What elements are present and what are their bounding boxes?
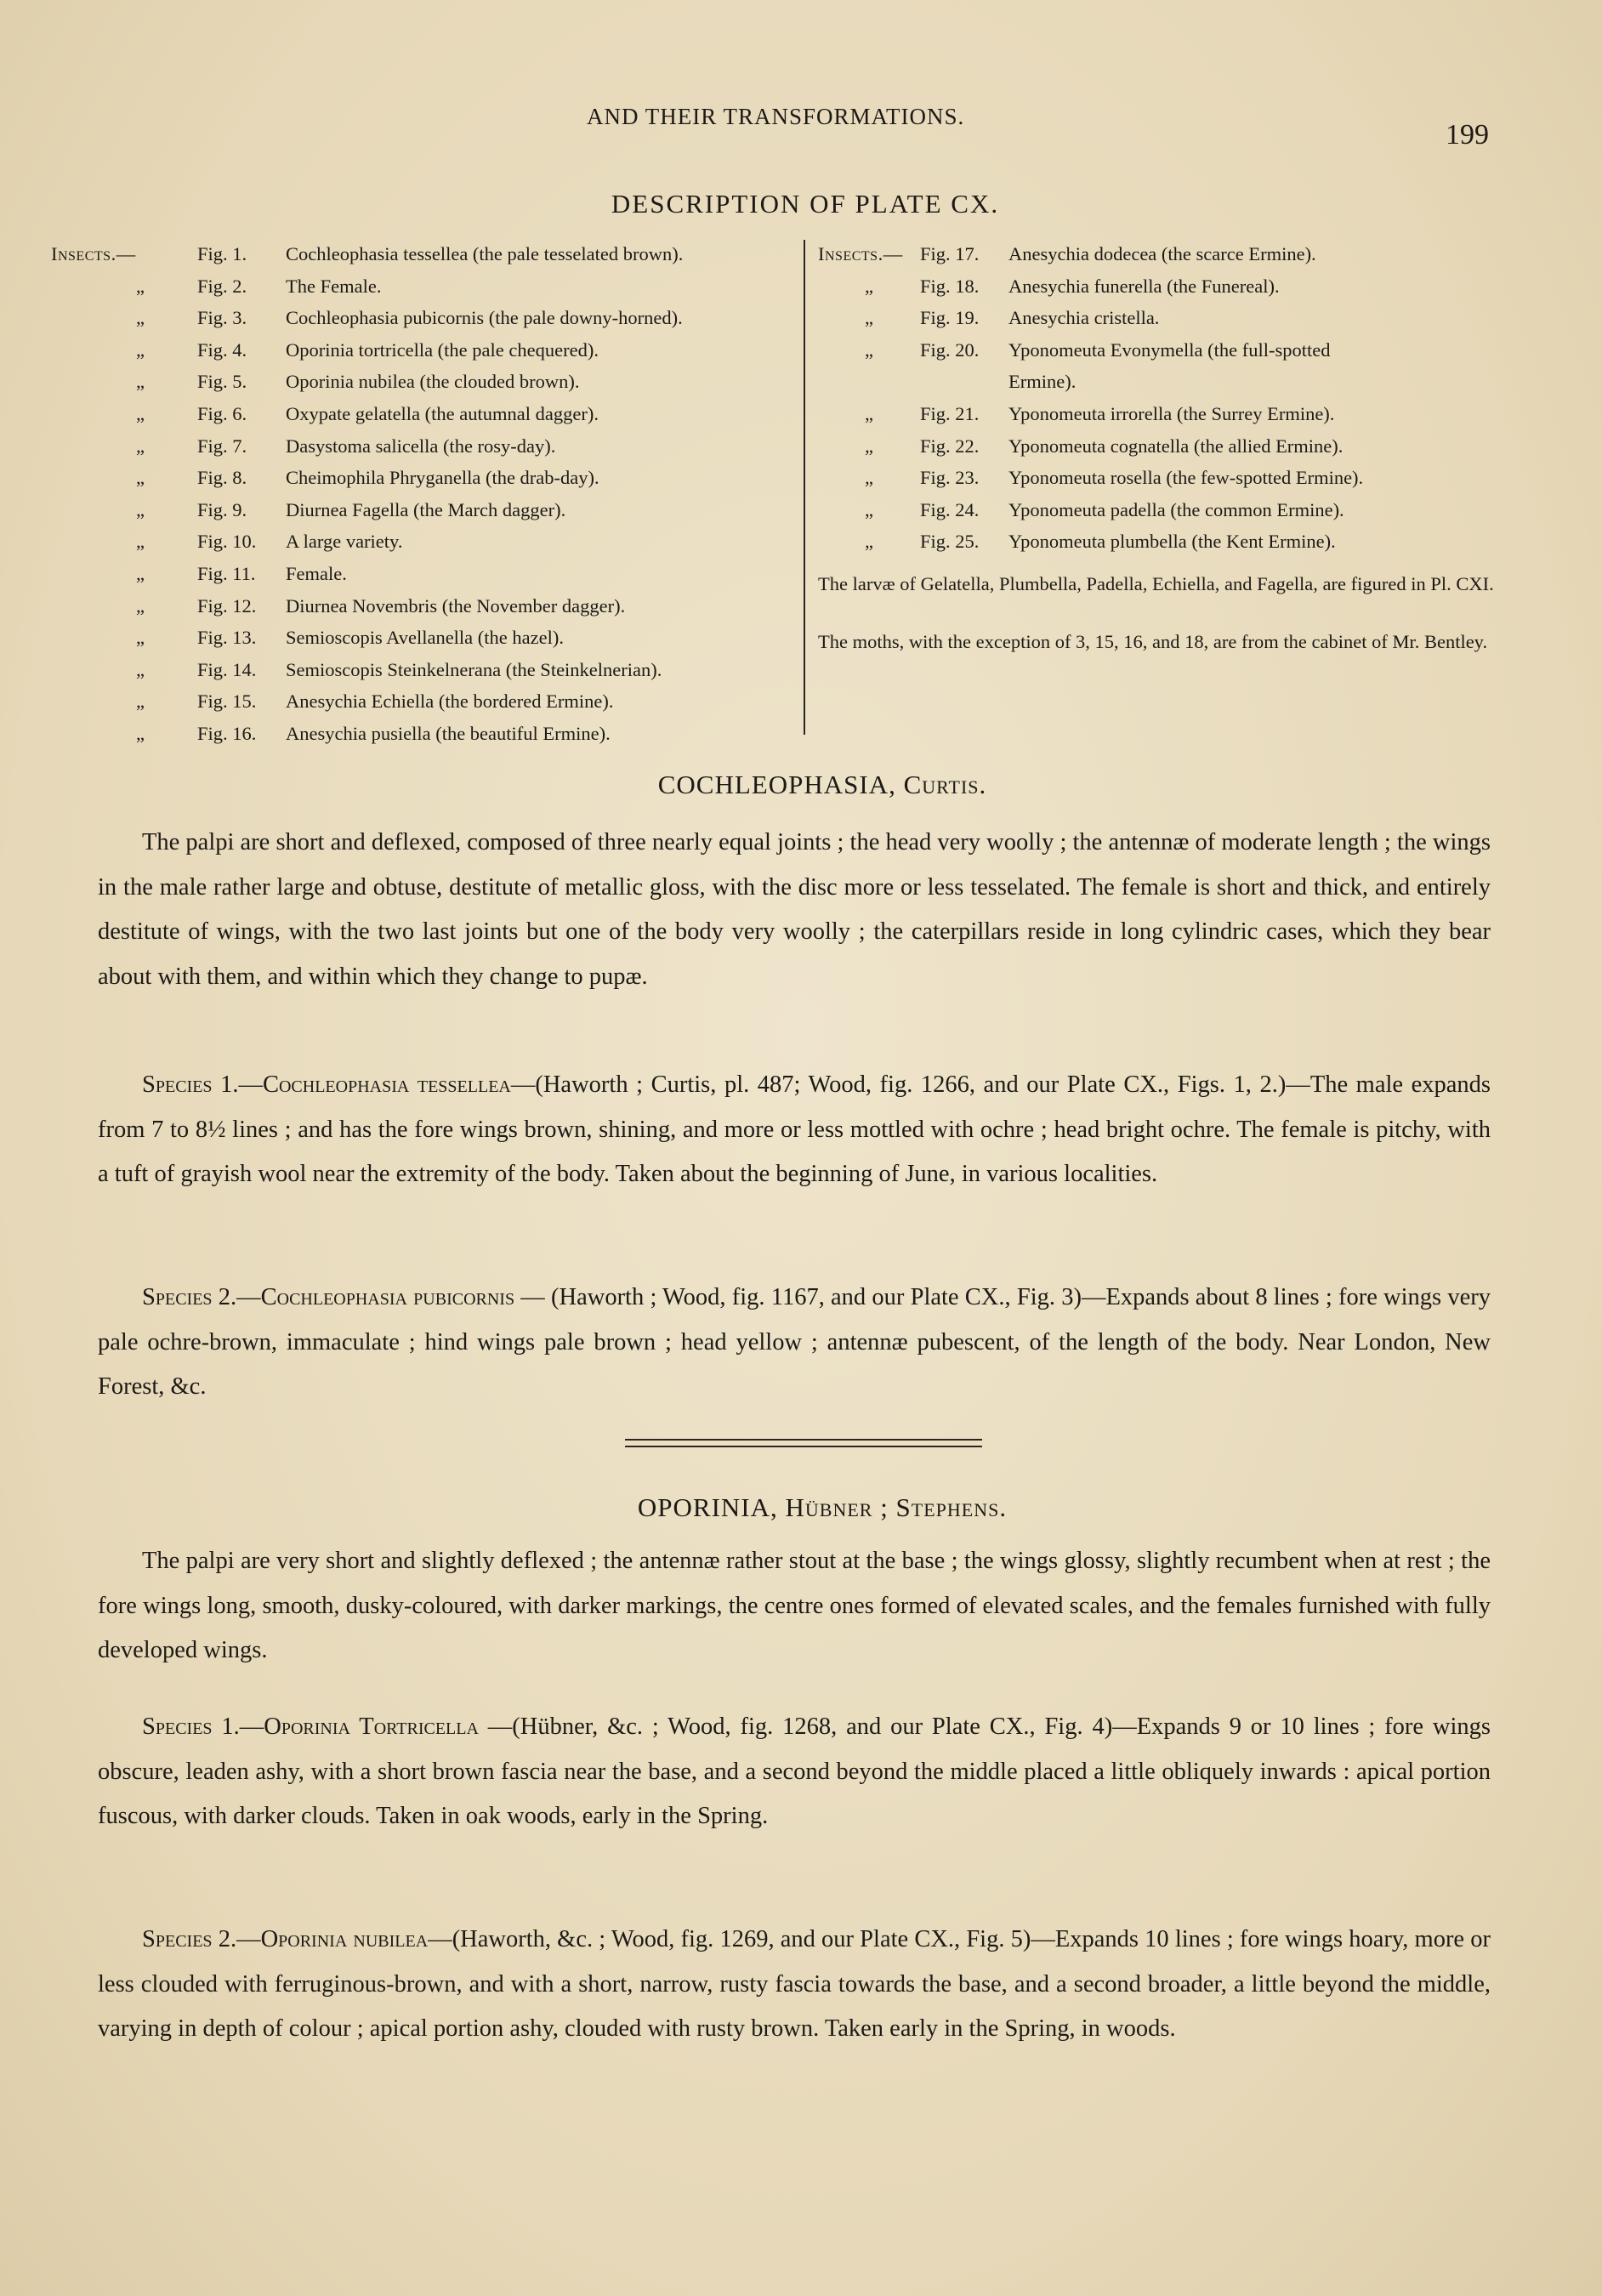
ditto-mark: „ [136, 531, 145, 553]
ditto-mark: „ [136, 371, 145, 393]
species-text: —(Haworth, &c. ; Wood, fig. 1269, and our Plate CX., Fig. 5)—Expands 10 lines ; fore wings hoary, more or less clouded with ferruginous-brown, and with a short, narrow, rusty fascia towards the base, and a second broader, a little beyond the middle, varying in depth of colour ; apical portion ashy, clouded with rusty brown. Taken early in the Spring, in woods. [98, 1926, 1491, 2042]
ditto-mark: „ [136, 722, 145, 744]
figure-caption: Yponomeuta plumbella (the Kent Ermine). [1008, 531, 1336, 553]
figure-entry [51, 590, 799, 622]
ditto-mark: „ [136, 498, 145, 520]
larvae-note: The larvæ of Gelatella, Plumbella, Padella, Echiella, and Fagella, are figured in Pl. CXI. [818, 572, 1494, 594]
figure-number: Fig. 21. [920, 402, 980, 424]
figure-caption: The Female. [286, 275, 382, 297]
figure-caption: Yponomeuta cognatella (the allied Ermine). [1008, 435, 1344, 457]
figure-caption: Oxypate gelatella (the autumnal dagger). [286, 402, 599, 424]
ditto-mark: „ [136, 594, 145, 617]
ditto-mark: „ [136, 627, 145, 649]
figure-number: Fig. 24. [920, 498, 980, 520]
figure-entry [51, 334, 799, 367]
ditto-mark: „ [865, 435, 873, 457]
species-text: — (Haworth ; Wood, fig. 1167, and our Plate CX., Fig. 3)—Expands about 8 lines ; fore wings very pale ochre-brown, immaculate ; hind wings pale brown ; head yellow ; antennæ pubescent, of the length of the body. Near London, New Forest, &c. [98, 1284, 1491, 1400]
ditto-mark: „ [136, 338, 145, 361]
figure-caption: Anesychia Echiella (the bordered Ermine). [286, 691, 614, 713]
genus-author: Curtis. [903, 770, 987, 799]
figure-entry [51, 558, 799, 590]
figure-number: Fig. 12. [197, 594, 257, 617]
figure-caption: Yponomeuta rosella (the few-spotted Ermine). [1008, 467, 1364, 489]
figure-caption: Diurnea Fagella (the March dagger). [286, 498, 566, 520]
figure-caption: Semioscopis Steinkelnerana (the Steinkelnerian). [286, 658, 662, 680]
figure-number: Fig. 18. [920, 275, 980, 297]
ditto-mark: „ [865, 402, 873, 424]
figure-caption: Oporinia nubilea (the clouded brown). [286, 371, 580, 393]
oporinia-species-1 [98, 1705, 1491, 1839]
page-number: 199 [1446, 119, 1489, 151]
figure-entry: Insects.— Fig. 17. Anesychia dodecea (the scarce Ermine). [818, 238, 1498, 270]
section-heading-cochleophasia [0, 770, 1602, 800]
figure-caption: Yponomeuta Evonymella (the full-spotted [1008, 338, 1331, 361]
ditto-mark: „ [136, 307, 145, 329]
figure-entry [51, 654, 799, 686]
oporinia-species-2 [98, 1918, 1491, 2052]
moths-note: The moths, with the exception of 3, 15, 16, and 18, are from the cabinet of Mr. Bentley. [818, 630, 1488, 652]
figure-number: Fig. 7. [197, 435, 247, 457]
ditto-mark: „ [136, 691, 145, 713]
figure-entry [51, 526, 799, 558]
ditto-mark: „ [136, 467, 145, 489]
ditto-mark: „ [865, 275, 873, 297]
cochleophasia-description: The palpi are short and deflexed, composed of three nearly equal joints ; the head very woolly ; the antennæ of moderate length ; the wings in the male rather large and obtuse, destitute of metallic gloss, with the disc more or less tesselated. The female is short and thick, and entirely destitute of wings, with the two last joints but one of the body very woolly ; the caterpillars reside in long cylindric cases, which they bear about with them, and within which they change to pupæ. [98, 829, 1491, 990]
figure-number: Fig. 6. [197, 402, 247, 424]
figure-number: Fig. 13. [197, 627, 257, 649]
figure-entry [818, 494, 1498, 526]
figure-entry [818, 430, 1498, 463]
figure-number: Fig. 11. [197, 562, 256, 584]
oporinia-description: The palpi are very short and slightly deflexed ; the antennæ rather stout at the base ; the wings glossy, slightly recumbent when at rest ; the fore wings long, smooth, dusky-coloured, with darker markings, the centre ones formed of elevated scales, and the females furnished with fully developed wings. [98, 1548, 1491, 1663]
figure-number: Fig. 8. [197, 467, 247, 489]
figure-number: Fig. 16. [197, 722, 257, 744]
species-text: —(Hübner, &c. ; Wood, fig. 1268, and our Plate CX., Fig. 4)—Expands 9 or 10 lines ; fore wings obscure, leaden ashy, with a short brown fascia near the base, and a second beyond the middle placed a little obliquely inwards : apical portion fuscous, with darker clouds. Taken in oak woods, early in the Spring. [98, 1713, 1491, 1829]
ditto-mark: „ [136, 435, 145, 457]
ditto-mark: „ [865, 338, 873, 361]
insects-label: Insects. [818, 243, 883, 264]
figure-entry [51, 718, 799, 750]
figure-number: Fig. 4. [197, 338, 247, 361]
species-label: Species 1.—Cochleophasia tessellea [142, 1071, 511, 1098]
ditto-mark: „ [865, 467, 873, 489]
ditto-mark: „ [136, 658, 145, 680]
figure-caption: Cochleophasia tessellea (the pale tesselated brown). [286, 243, 684, 264]
genus-author: Hübner ; Stephens. [785, 1492, 1008, 1522]
figure-entry: Insects.— Fig. 1. Cochleophasia tessellea (the pale tesselated brown). [51, 238, 799, 270]
figure-entry [51, 494, 799, 526]
figure-caption: Dasystoma salicella (the rosy-day). [286, 435, 556, 457]
figure-entry [818, 526, 1498, 558]
figure-caption: Anesychia cristella. [1008, 307, 1160, 329]
figure-caption: Anesychia funerella (the Funereal). [1008, 275, 1280, 297]
figure-entry [51, 270, 799, 303]
figure-entry [51, 302, 799, 334]
figure-entry [51, 430, 799, 463]
figure-entry [51, 398, 799, 430]
ditto-mark: „ [136, 562, 145, 584]
figure-number: Fig. 15. [197, 691, 257, 713]
insects-label: Insects. [51, 243, 116, 264]
species-label: Species 2.—Oporinia nubilea [142, 1926, 429, 1952]
figure-caption: Yponomeuta irrorella (the Surrey Ermine). [1008, 402, 1335, 424]
figure-number: Fig. 2. [197, 275, 247, 297]
figure-entry [51, 685, 799, 718]
figure-caption: Anesychia dodecea (the scarce Ermine). [1008, 243, 1316, 264]
column-divider [804, 240, 805, 735]
figure-caption: Diurnea Novembris (the November dagger). [286, 594, 626, 617]
figure-number: Fig. 1. [197, 243, 247, 264]
figure-entry [818, 302, 1498, 334]
plate-figure-list-left [51, 238, 799, 750]
cochleophasia-species-1 [98, 1063, 1491, 1197]
ditto-mark: „ [136, 402, 145, 424]
species-label: Species 2.—Cochleophasia pubicornis [142, 1284, 515, 1310]
figure-number: Fig. 10. [197, 531, 257, 553]
running-head: AND THEIR TRANSFORMATIONS. [587, 104, 965, 129]
figure-number: Fig. 14. [197, 658, 257, 680]
figure-caption: Cheimophila Phryganella (the drab-day). [286, 467, 599, 489]
figure-caption: A large variety. [286, 531, 403, 553]
figure-entry [51, 622, 799, 654]
genus-name: OPORINIA, [637, 1492, 778, 1522]
ditto-mark: „ [136, 275, 145, 297]
figure-number: Fig. 3. [197, 307, 247, 329]
figure-number: Fig. 19. [920, 307, 980, 329]
plate-description-title: DESCRIPTION OF PLATE CX. [611, 189, 1000, 219]
species-text: —(Haworth ; Curtis, pl. 487; Wood, fig. 1266, and our Plate CX., Figs. 1, 2.)—The male expands from 7 to 8½ lines ; and has the fore wings brown, shining, and more or less mottled with ochre ; head bright ochre. The female is pitchy, with a tuft of grayish wool near the extremity of the body. Taken about the beginning of June, in various localities. [98, 1071, 1491, 1187]
figure-number: Fig. 20. [920, 338, 980, 361]
figure-number: Fig. 5. [197, 371, 247, 393]
figure-number: Fig. 25. [920, 531, 980, 553]
figure-caption: Oporinia tortricella (the pale chequered). [286, 338, 599, 361]
ditto-mark: „ [865, 498, 873, 520]
figure-number: Fig. 17. [920, 243, 980, 264]
section-heading-oporinia [0, 1492, 1602, 1523]
species-label: Species 1.—Oporinia Tortricella [142, 1713, 479, 1740]
figure-number: Fig. 22. [920, 435, 980, 457]
cochleophasia-species-2 [98, 1276, 1491, 1410]
figure-caption: Anesychia pusiella (the beautiful Ermine). [286, 722, 611, 744]
figure-caption: Semioscopis Avellanella (the hazel). [286, 627, 564, 649]
figure-caption: Cochleophasia pubicornis (the pale downy-horned). [286, 307, 683, 329]
figure-caption: Yponomeuta padella (the common Ermine). [1008, 498, 1344, 520]
section-separator-rule [625, 1439, 982, 1447]
figure-entry [818, 270, 1498, 303]
figure-entry [818, 398, 1498, 430]
figure-entry [818, 334, 1498, 367]
plate-figure-list-right [818, 238, 1498, 657]
figure-caption: Female. [286, 562, 347, 584]
ditto-mark: „ [865, 307, 873, 329]
figure-entry [51, 366, 799, 398]
figure-entry [51, 462, 799, 494]
figure-number: Fig. 23. [920, 467, 980, 489]
figure-entry [818, 462, 1498, 494]
figure-number: Fig. 9. [197, 498, 247, 520]
genus-name: COCHLEOPHASIA, [657, 770, 896, 799]
ditto-mark: „ [865, 531, 873, 553]
figure-caption-continuation: Ermine). [1008, 371, 1077, 393]
